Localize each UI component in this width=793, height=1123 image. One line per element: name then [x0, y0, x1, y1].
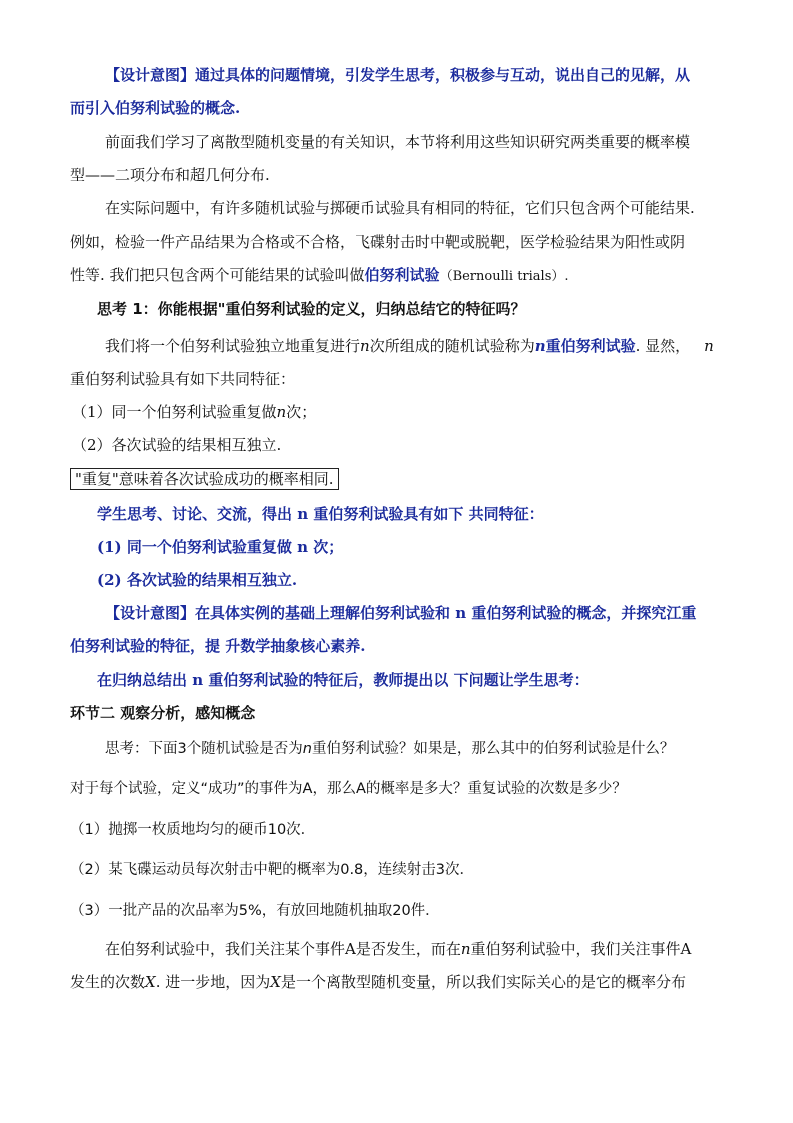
think-2-line-1: 思考：下面3个随机试验是否为n重伯努利试验？如果是，那么其中的伯努利试验是什么？ [105, 741, 675, 757]
feature-item-1: （1）同一个伯努利试验重复做n次； [72, 403, 317, 421]
design-intent-bracket: 【设计意图】 [105, 66, 196, 84]
design-intent-line-2: 而引入伯努利试验的概念. [70, 99, 241, 117]
think-1-question: 思考 1：你能根据"重伯努利试验的定义，归纳总结它的特征吗？ [97, 300, 526, 318]
intro-line-1: 前面我们学习了离散型随机变量的有关知识，本节将利用这些知识研究两类重要的概率模 [105, 133, 691, 151]
definition-line-2: 重伯努利试验具有如下共同特征： [70, 370, 296, 388]
boxed-note: "重复"意味着各次试验成功的概率相同. [70, 468, 339, 490]
student-feature-1: (1) 同一个伯努利试验重复做 n 次； [97, 538, 344, 556]
think-2-line-2: 对于每个试验，定义“成功”的事件为A，那么A的概率是多大？重复试验的次数是多少？ [70, 781, 627, 797]
n-bernoulli-term: 重伯努利试验 [545, 337, 636, 355]
design-intent-2-line-2: 伯努利试验的特征，提 升数学抽象核心素养. [70, 637, 366, 655]
intro-line-2: 型——二项分布和超几何分布. [70, 166, 270, 184]
bernoulli-trial-term: 伯努利试验 [364, 266, 440, 284]
think-2-item-1: （1）抛掷一枚质地均匀的硬币10次． [70, 822, 316, 838]
design-intent-line-1: 【设计意图】通过具体的问题情境，引发学生思考，积极参与互动，说出自己的见解，从 [105, 66, 691, 84]
think-2-item-3: （3）一批产品的次品率为5%，有放回地随机抽取20件． [70, 903, 440, 919]
teacher-prompt-line: 在归纳总结出 n 重伯努利试验的特征后，教师提出以 下问题让学生思考： [97, 671, 589, 689]
student-discussion-line: 学生思考、讨论、交流，得出 n 重伯努利试验具有如下 共同特征： [97, 505, 544, 523]
think-2-item-2: （2）某飞碟运动员每次射击中靶的概率为0.8，连续射击3次． [70, 862, 475, 878]
design-intent-2-line-1: 【设计意图】在具体实例的基础上理解伯努利试验和 n 重伯努利试验的概念，并探究江重 [105, 604, 697, 622]
feature-line-1: 在实际问题中，有许多随机试验与掷硬币试验具有相同的特征，它们只包含两个可能结果. [105, 199, 695, 217]
feature-item-2: （2）各次试验的结果相互独立. [72, 436, 282, 454]
feature-line-3: 性等. 我们把只包含两个可能结果的试验叫做伯努利试验（Bernoulli trials）. [70, 266, 569, 284]
student-feature-2: (2) 各次试验的结果相互独立. [97, 571, 298, 589]
definition-line-1: 我们将一个伯努利试验独立地重复进行n次所组成的随机试验称为n重伯努利试验. 显然， n [105, 337, 714, 355]
feature-line-2: 例如，检验一件产品结果为合格或不合格，飞碟射击时中靶或脱靶，医学检验结果为阳性或阴 [70, 233, 686, 251]
distribution-line-2: 发生的次数X. 进一步地，因为X是一个离散型随机变量，所以我们实际关心的是它的概率分布 [70, 973, 686, 991]
section-title: 环节二 观察分析，感知概念 [70, 704, 256, 722]
distribution-line-1: 在伯努利试验中，我们关注某个事件A是否发生，而在n重伯努利试验中，我们关注事件A [105, 940, 692, 958]
